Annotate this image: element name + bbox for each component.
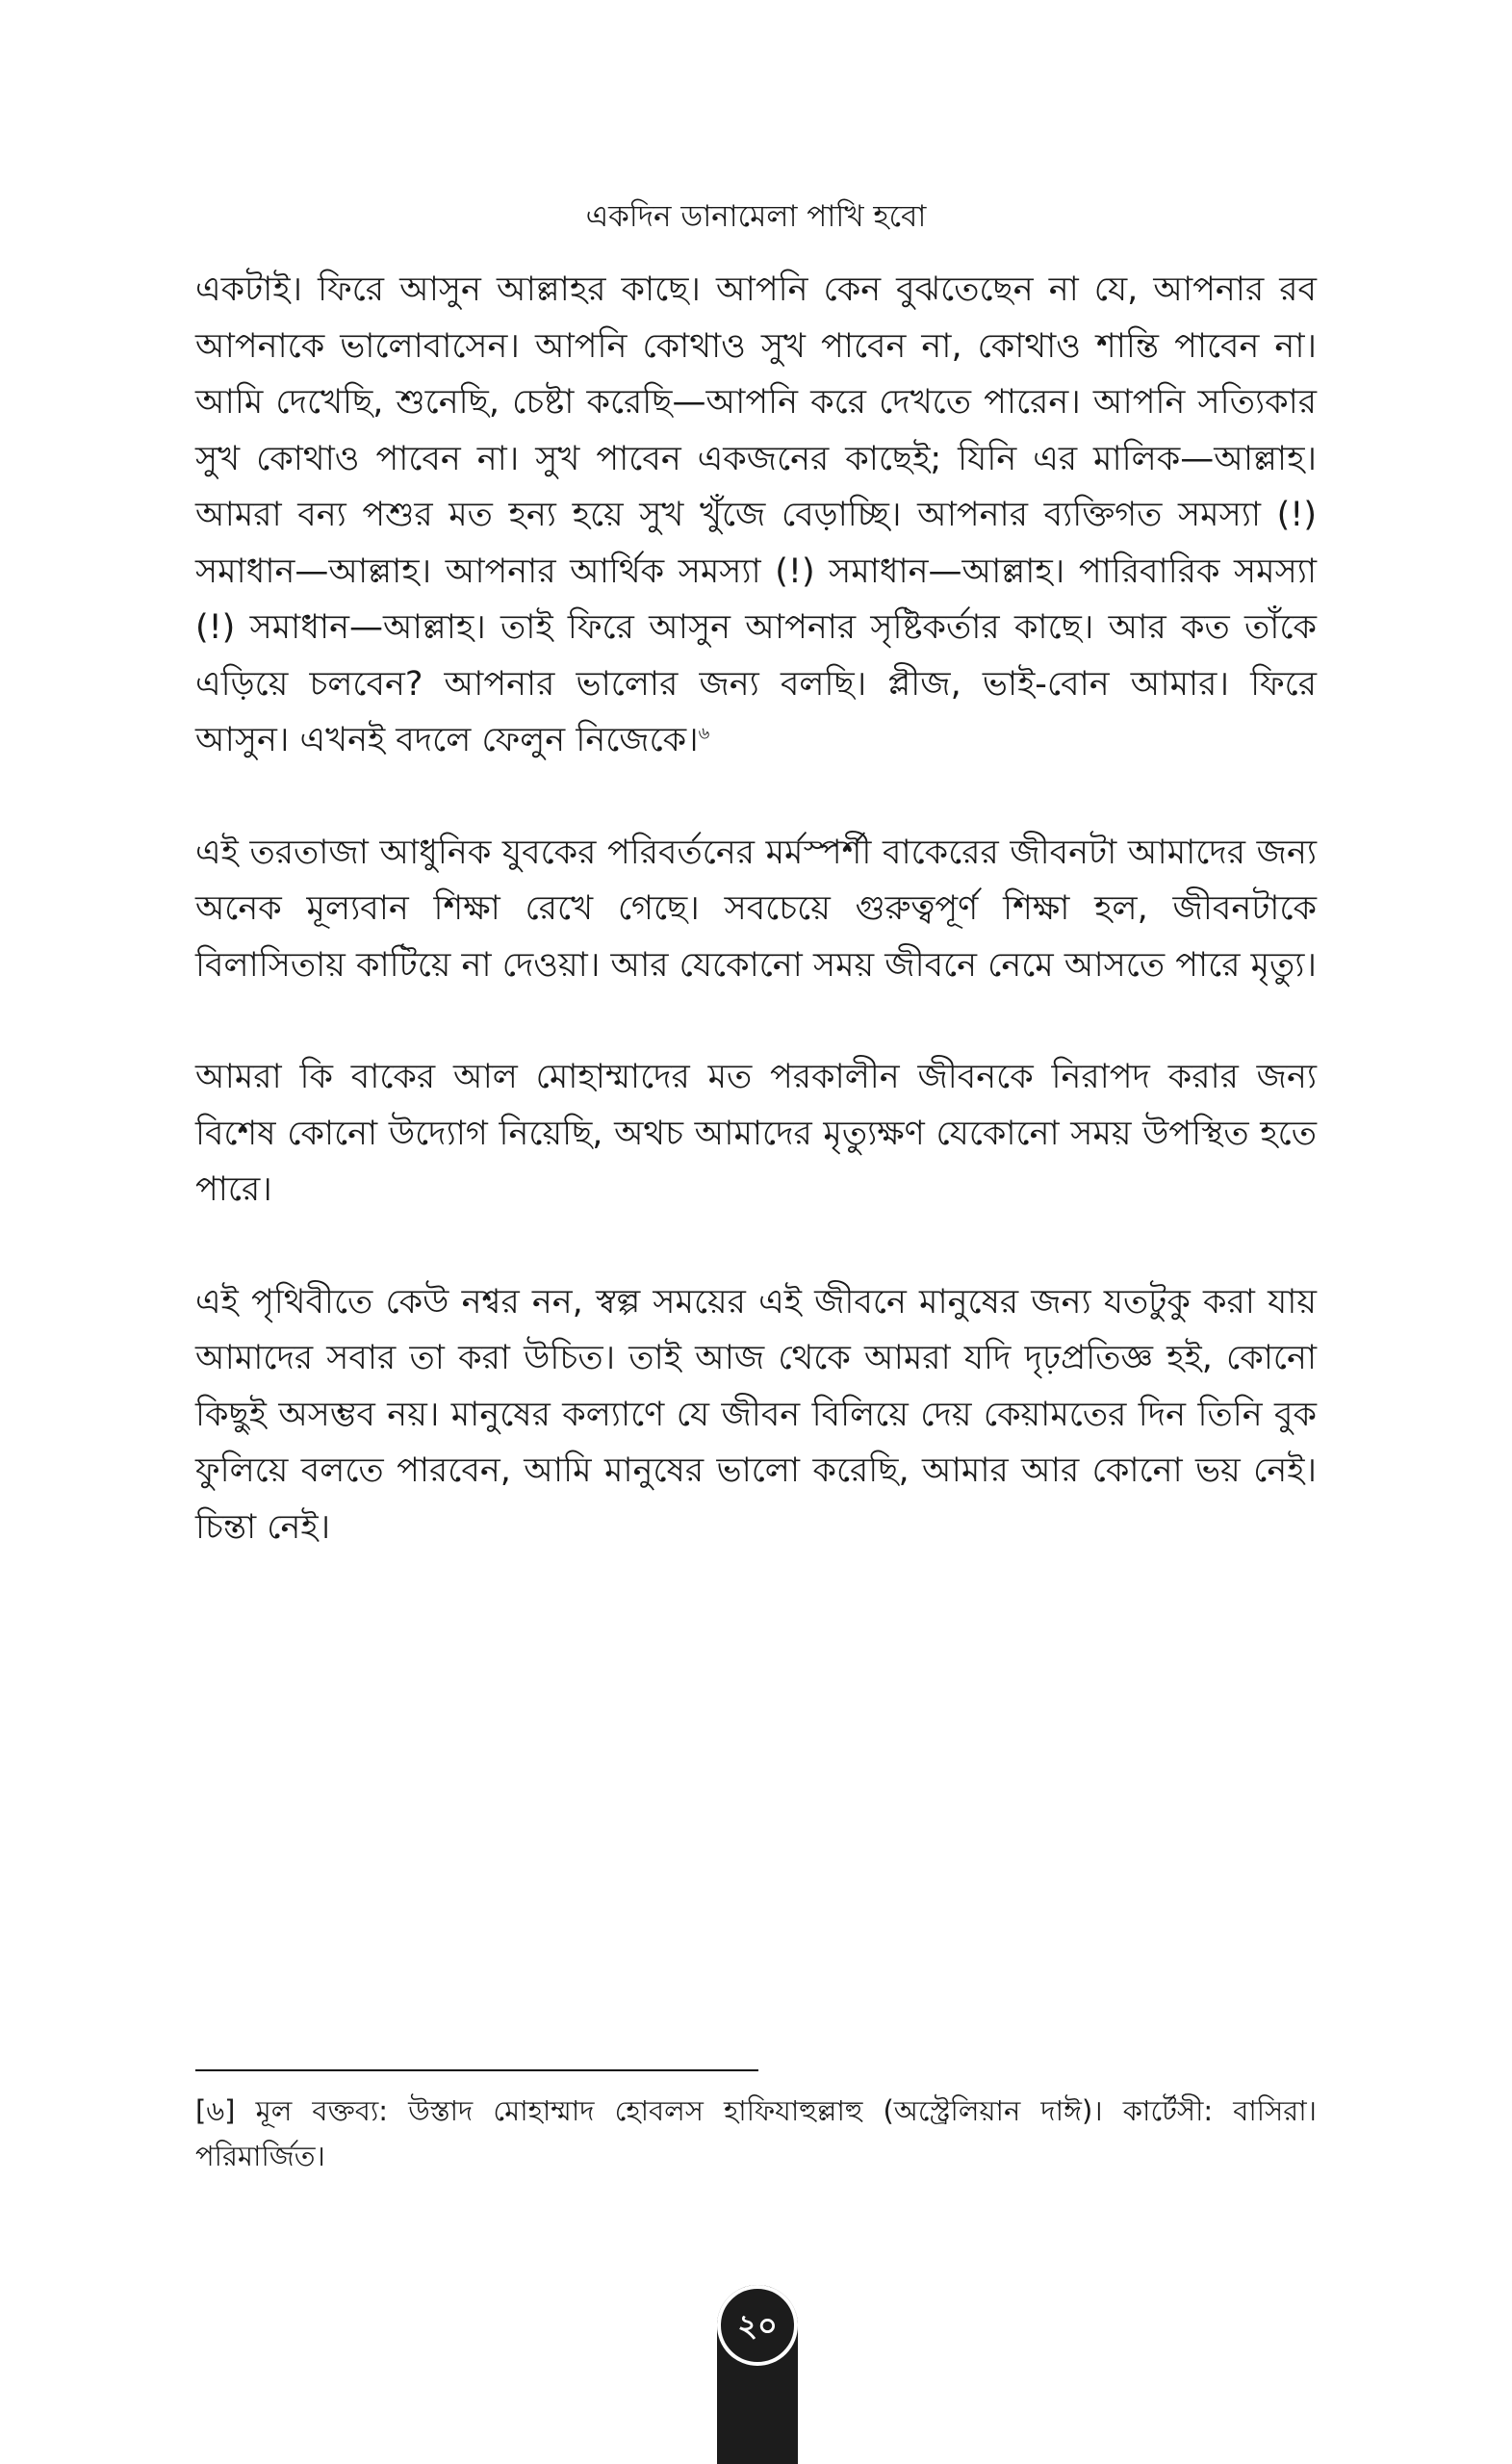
paragraph-1-text: একটাই। ফিরে আসুন আল্লাহর কাছে। আপনি কেন বুঝতেছেন না যে, আপনার রব আপনাকে ভালোবাসেন। আপনি কোথাও সুখ পাবেন না, কোথাও শান্তি পাবেন না। আমি দেখেছি, শুনেছি, চেষ্টা করেছি—আপনি করে দেখতে পারেন। আপনি সত্যিকার সুখ কোথাও পাবেন না। সুখ পাবেন একজনের কাছেই; যিনি এর মালিক—আল্লাহ। আমরা বন্য পশুর মত হন্য হয়ে সুখ খুঁজে বেড়াচ্ছি। আপনার ব্যক্তিগত সমস্যা (!) সমাধান—আল্লাহ। আপনার আর্থিক সমস্যা (!) সমাধান—আল্লাহ। পারিবারিক সমস্যা (!) সমাধান—আল্লাহ। তাই ফিরে আসুন আপনার সৃষ্টিকর্তার কাছে। আর কত তাঁকে এড়িয়ে চলবেন? আপনার ভালোর জন্য বলছি। প্লীজ, ভাই-বোন আমার। ফিরে আসুন। এখনই বদলে ফেলুন নিজেকে। [195,270,1317,759]
footnote-reference: ৬ [698,723,710,744]
page-number: ২০ [717,2285,798,2366]
paragraph-1 [195,262,1317,769]
running-header: একদিন ডানামেলা পাখি হবো [585,199,927,234]
paragraph-3: আমরা কি বাকের আল মোহাম্মাদের মত পরকালীন জীবনকে নিরাপদ করার জন্য বিশেষ কোনো উদ্যোগ নিয়েছি, অথচ আমাদের মৃত্যুক্ষণ যেকোনো সময় উপস্থিত হতে পারে। [195,1058,1317,1209]
footnote-divider [195,2069,758,2071]
footnote: [৬] মূল বক্তব্য: উস্তাদ মোহাম্মাদ হোবলস হাফিযাহুল্লাহু (অস্ট্রেলিয়ান দাঈ)। কার্টেসী: বাসিরা। পরিমার্জিত। [195,2094,1317,2172]
body-text [195,262,1317,1611]
paragraph-2: এই তরতাজা আধুনিক যুবকের পরিবর্তনের মর্মস্পর্শী বাকেরের জীবনটা আমাদের জন্য অনেক মূল্যবান শিক্ষা রেখে গেছে। সবচেয়ে গুরুত্বপূর্ণ শিক্ষা হল, জীবনটাকে বিলাসিতায় কাটিয়ে না দেওয়া। আর যেকোনো সময় জীবনে নেমে আসতে পারে মৃত্যু। [195,833,1317,985]
paragraph-4: এই পৃথিবীতে কেউ নশ্বর নন, স্বল্প সময়ের এই জীবনে মানুষের জন্য যতটুকু করা যায় আমাদের সবার তা করা উচিত। তাই আজ থেকে আমরা যদি দৃঢ়প্রতিজ্ঞ হই, কোনো কিছুই অসম্ভব নয়। মানুষের কল্যাণে যে জীবন বিলিয়ে দেয় কেয়ামতের দিন তিনি বুক ফুলিয়ে বলতে পারবেন, আমি মানুষের ভালো করেছি, আমার আর কোনো ভয় নেই। চিন্তা নেই। [195,1282,1317,1547]
